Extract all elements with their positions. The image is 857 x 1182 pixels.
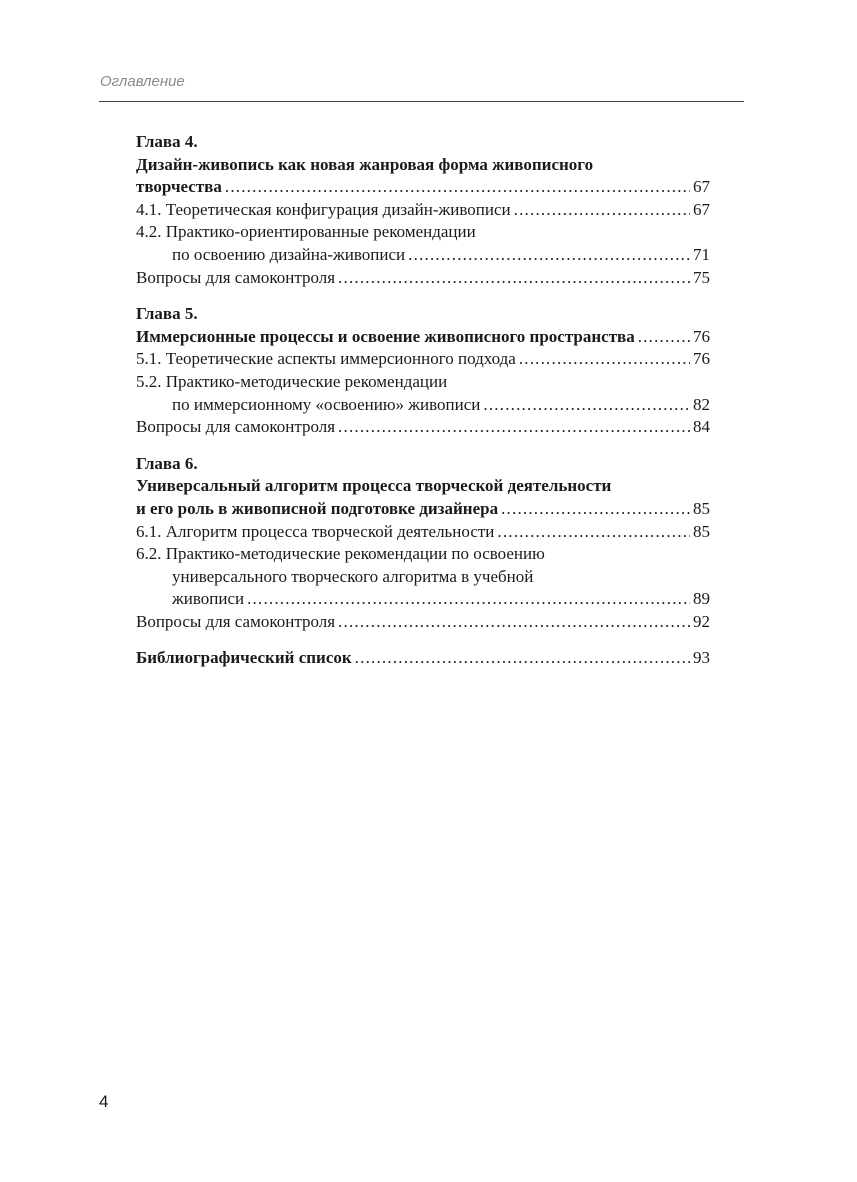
page-number: 89 — [693, 589, 710, 609]
bibliography-entry[interactable] — [136, 647, 710, 670]
leader-dots — [519, 348, 690, 371]
toc-entry[interactable] — [136, 348, 710, 371]
chapter-label: Глава 6. — [136, 453, 198, 473]
toc-entry[interactable] — [136, 521, 710, 544]
chapter-title[interactable]: Дизайн-живопись как новая жанровая форма живописного — [136, 154, 594, 174]
page-number: 76 — [693, 349, 710, 369]
page-number: 71 — [693, 244, 710, 264]
entry-title: Вопросы для самоконтроля — [136, 611, 336, 631]
chapter-4-block — [136, 131, 710, 289]
entry-title: 4.1. Теоретическая конфигурация дизайн-живописи — [136, 199, 511, 219]
chapter-title-end: и его роль в живописной подготовке дизайнера — [136, 498, 499, 518]
leader-dots — [225, 176, 690, 199]
entry-title[interactable]: 5.2. Практико-методические рекомендации — [136, 371, 448, 391]
leader-dots — [247, 588, 690, 611]
toc-entry[interactable] — [136, 588, 710, 611]
leader-dots — [355, 647, 690, 670]
entry-title-cont: живописи — [172, 589, 245, 609]
toc-entry[interactable] — [136, 416, 710, 439]
page-number: 76 — [693, 326, 710, 346]
leader-dots — [497, 521, 690, 544]
chapter-title: Иммерсионные процессы и освоение живописного пространства — [136, 326, 635, 346]
entry-title-cont[interactable]: универсального творческого алгоритма в учебной — [172, 566, 534, 586]
page-number: 82 — [693, 394, 710, 414]
header-rule — [99, 101, 744, 102]
leader-dots — [338, 267, 690, 290]
leader-dots — [638, 326, 690, 349]
leader-dots — [338, 416, 690, 439]
page-number: 67 — [693, 177, 710, 197]
page-number: 85 — [693, 498, 710, 518]
page-number: 84 — [693, 417, 710, 437]
leader-dots — [338, 611, 690, 634]
leader-dots — [408, 244, 690, 267]
toc-entry[interactable] — [136, 394, 710, 417]
entry-title: 5.1. Теоретические аспекты иммерсионного подхода — [136, 349, 516, 369]
entry-title[interactable]: 4.2. Практико-ориентированные рекомендации — [136, 222, 476, 242]
entry-title: Вопросы для самоконтроля — [136, 417, 336, 437]
chapter-label: Глава 4. — [136, 132, 198, 151]
page-number: 92 — [693, 611, 710, 631]
leader-dots — [483, 394, 690, 417]
chapter-title-end: творчества — [136, 177, 222, 197]
entry-title: Вопросы для самоконтроля — [136, 267, 336, 287]
entry-title-cont: по освоению дизайна-живописи — [172, 244, 406, 264]
bibliography-title: Библиографический список — [136, 648, 352, 668]
entry-title[interactable]: 6.2. Практико-методические рекомендации по освоению — [136, 544, 545, 564]
leader-dots — [501, 498, 690, 521]
chapter-title[interactable]: Универсальный алгоритм процесса творческой деятельности — [136, 476, 612, 496]
running-head: Оглавление — [100, 73, 185, 90]
toc-line[interactable] — [136, 176, 710, 199]
page-number: 75 — [693, 267, 710, 287]
toc-entry[interactable] — [136, 244, 710, 267]
entry-title-cont: по иммерсионному «освоению» живописи — [172, 394, 481, 414]
table-of-contents — [136, 131, 710, 670]
page-folio: 4 — [99, 1092, 109, 1111]
entry-title: 6.1. Алгоритм процесса творческой деятельности — [136, 521, 495, 541]
toc-entry[interactable] — [136, 267, 710, 290]
leader-dots — [514, 199, 690, 222]
toc-entry[interactable] — [136, 199, 710, 222]
page-number: 85 — [693, 521, 710, 541]
chapter-5-block — [136, 303, 710, 439]
chapter-label: Глава 5. — [136, 304, 198, 324]
page-number: 93 — [693, 648, 710, 668]
toc-line[interactable] — [136, 326, 710, 349]
toc-entry[interactable] — [136, 611, 710, 634]
toc-line[interactable] — [136, 498, 710, 521]
page-number: 67 — [693, 199, 710, 219]
chapter-6-block — [136, 453, 710, 634]
